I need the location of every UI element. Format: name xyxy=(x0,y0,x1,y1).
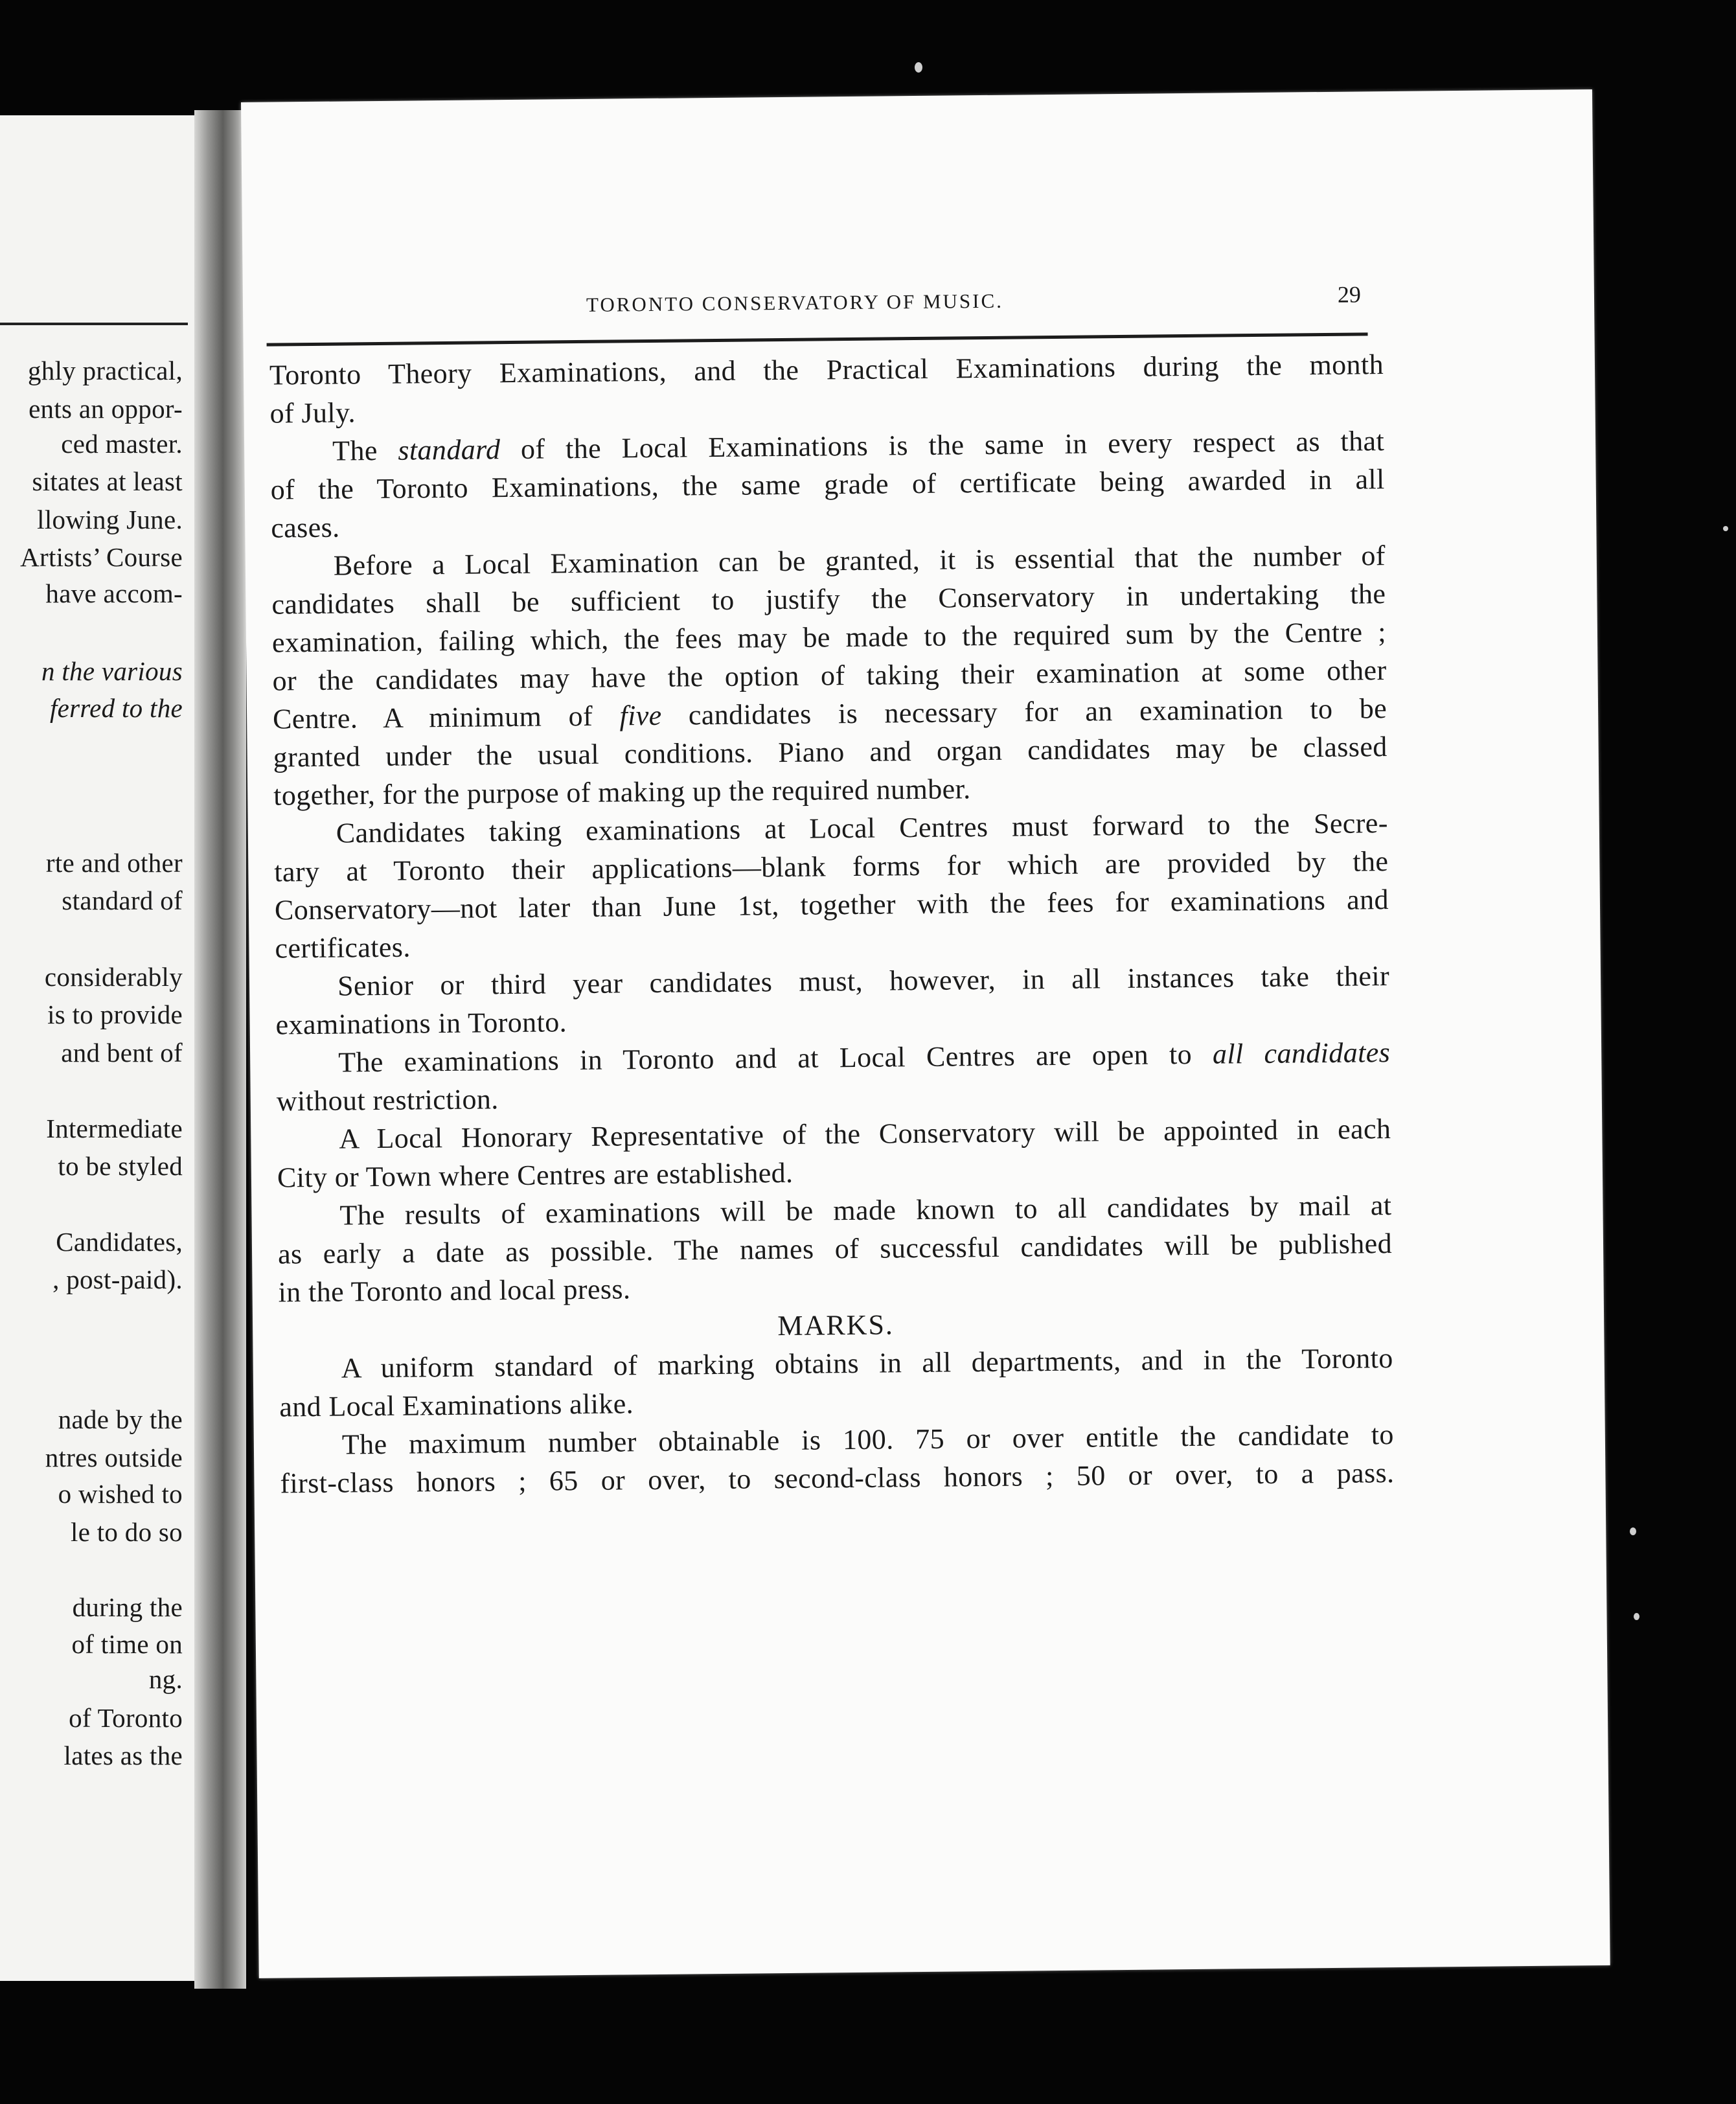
page-number: 29 xyxy=(1337,281,1362,308)
left-page-text-line: llowing June. xyxy=(37,505,183,534)
text-line: Candidates taking examinations at Local Centres must forward to the Secre- xyxy=(336,807,1388,849)
left-page-text-line: Intermediate xyxy=(46,1114,183,1143)
text-line: Conservatory—not later than June 1st, together with the fees for examinations and xyxy=(274,884,1389,926)
body-text xyxy=(269,345,1395,1502)
left-page-text-line: Candidates, xyxy=(56,1227,183,1257)
text-line: without restriction. xyxy=(276,1083,499,1117)
left-page-text-line: lates as the xyxy=(63,1741,183,1770)
text-line: The results of examinations will be made known to all candidates by mail at xyxy=(339,1189,1392,1231)
left-page-text-line: ferred to the xyxy=(49,693,183,723)
text-line: of July. xyxy=(269,396,356,429)
text-line: in the Toronto and local press. xyxy=(278,1273,631,1309)
left-page-text-line: of Toronto xyxy=(69,1703,183,1733)
header-rule xyxy=(267,332,1368,346)
text-line: certificates. xyxy=(275,931,411,965)
text-line: A uniform standard of marking obtains in all departments, and in the Toronto xyxy=(341,1342,1393,1384)
text-line: and Local Examinations alike. xyxy=(279,1388,634,1423)
text-line: Toronto Theory Examinations, and the Practical Examinations during the month xyxy=(269,349,1384,391)
text-line: Before a Local Examination can be granted, it is essential that the number of xyxy=(333,540,1386,582)
right-page xyxy=(241,89,1610,1978)
scan-speck xyxy=(915,62,922,73)
left-page-text-line: , post-paid). xyxy=(52,1264,183,1294)
text-line: candidates shall be sufficient to justify the Conservatory in undertaking the xyxy=(271,578,1386,621)
left-page-text-line: ced master. xyxy=(61,429,183,459)
left-page-text-line: of time on xyxy=(71,1629,183,1659)
italic-term: all candidates xyxy=(1212,1036,1391,1070)
left-page-text-line: rte and other xyxy=(45,848,183,878)
text-line: or the candidates may have the option of taking their examination at some other xyxy=(272,654,1387,697)
left-page-text-line: ntres outside xyxy=(45,1443,183,1472)
left-page-text-line: sitates at least xyxy=(32,466,183,496)
left-page-text-line: n the various xyxy=(41,656,183,686)
left-page-text-line: considerably xyxy=(44,962,183,992)
text-line: examination, failing which, the fees may be made to the required sum by the Centre ; xyxy=(271,616,1387,659)
left-page-text-line: is to provide xyxy=(47,1000,183,1029)
left-page-text-line: le to do so xyxy=(71,1517,183,1547)
text-line: tary at Toronto their applications—blank forms for which are provided by the xyxy=(274,845,1389,888)
left-page-header-rule xyxy=(0,323,188,325)
italic-term: five xyxy=(619,699,662,732)
text-line: together, for the purpose of making up the required number. xyxy=(273,773,971,812)
left-page-text-line: ents an oppor- xyxy=(29,394,183,424)
left-page-text-line: o wished to xyxy=(58,1479,183,1509)
text-span: The examinations in Toronto and at Local Centres are open to xyxy=(337,1038,1213,1079)
left-page-text-line: standard of xyxy=(62,886,183,915)
left-page xyxy=(0,115,206,1981)
italic-term: standard xyxy=(398,433,501,466)
text-line: cases. xyxy=(271,511,340,544)
left-page-text-line: ng. xyxy=(148,1664,183,1694)
left-page-text-line: nade by the xyxy=(58,1404,183,1434)
text-line: examinations in Toronto. xyxy=(275,1006,567,1041)
left-page-text-line: to be styled xyxy=(58,1151,183,1181)
text-span: candidates is necessary for an examination to be xyxy=(661,692,1388,731)
text-line: as early a date as possible. The names of successful candidates will be published xyxy=(277,1228,1393,1270)
text-span: Centre. A minimum of xyxy=(272,700,620,735)
text-line: Senior or third year candidates must, however, in all instances take their xyxy=(337,960,1390,1002)
text-line: A Local Honorary Representative of the Conservatory will be appointed in each xyxy=(339,1113,1391,1155)
section-heading-marks: MARKS. xyxy=(777,1309,895,1342)
book-gutter xyxy=(194,110,246,1989)
left-page-text-line: and bent of xyxy=(61,1038,183,1068)
text-line: first-class honors ; 65 or over, to second-class honors ; 50 or over, to a pass. xyxy=(280,1457,1395,1500)
left-page-text-line: ghly practical, xyxy=(27,356,183,385)
text-line: The maximum number obtainable is 100. 75 or over entitle the candidate to xyxy=(341,1419,1395,1461)
text-line: granted under the usual conditions. Piano and organ candidates may be classed xyxy=(273,731,1388,773)
left-page-text-line: Artists’ Course xyxy=(20,542,183,572)
scan-speck xyxy=(1634,1613,1639,1620)
text-span: of the Local Examinations is the same in every respect as that xyxy=(500,425,1385,466)
scan-speck xyxy=(1630,1527,1636,1535)
running-header: TORONTO CONSERVATORY OF MUSIC. xyxy=(586,289,1004,316)
text-line: of the Toronto Examinations, the same grade of certificate being awarded in all xyxy=(270,463,1385,506)
text-span: The xyxy=(332,434,398,467)
left-page-text-line: during the xyxy=(72,1592,183,1622)
text-line: City or Town where Centres are established. xyxy=(277,1156,794,1194)
scan-speck xyxy=(1723,526,1728,531)
left-page-text-line: have accom- xyxy=(45,578,183,608)
